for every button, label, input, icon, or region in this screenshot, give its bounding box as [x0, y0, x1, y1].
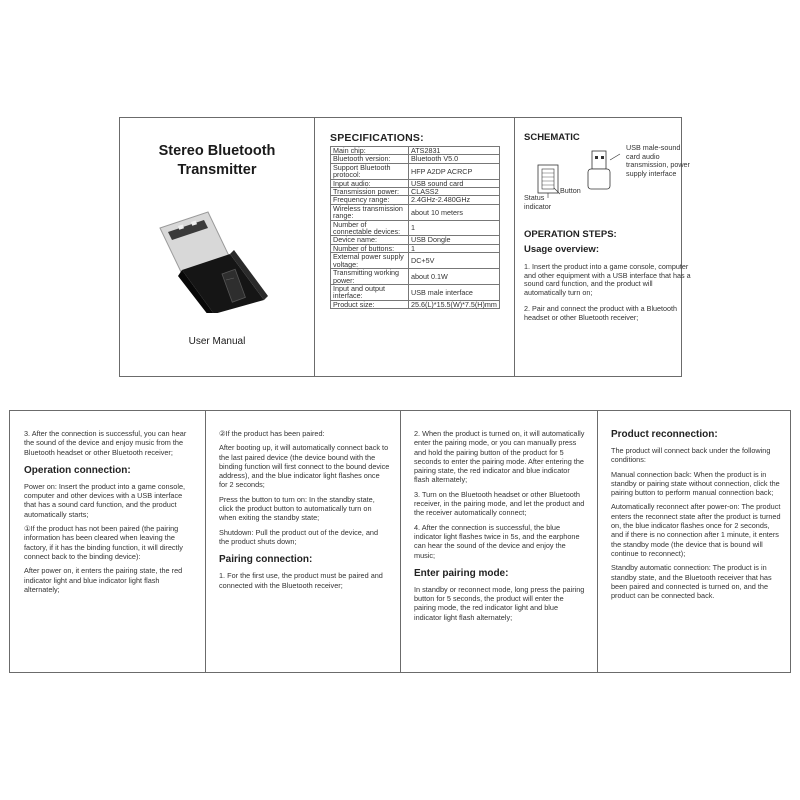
spec-key: Main chip: [331, 147, 409, 155]
spec-value: DC+5V [409, 253, 500, 269]
product-reconnection-heading: Product reconnection: [611, 429, 718, 440]
spec-value: about 0.1W [409, 269, 500, 285]
specifications-table [330, 146, 500, 309]
spec-key: Transmission power: [331, 188, 409, 196]
spec-key: External power supply voltage: [331, 253, 409, 269]
paragraph: Power on: Insert the product into a game console, computer and other devices with a USB interface that has a sound card function, and the product automatically starts; [24, 481, 186, 519]
usage-item: 2. Pair and connect the product with a Bluetooth headset or other Bluetooth receiver; [524, 304, 678, 322]
usage-item: 1. Insert the product into a game console, computer and other equipment with a USB interface that has a sound card function, and the product will automatically turn on; [524, 262, 691, 297]
paragraph: ②If the product has been paired: [219, 429, 325, 438]
paragraph: After power on, it enters the pairing state, the red indicator light and blue indicator light flash alternately; [24, 566, 183, 594]
spec-key: Frequency range: [331, 196, 409, 204]
paragraph: 2. When the product is turned on, it will automatically enter the pairing mode, or you can manually press and hold the pairing button of the product for 5 seconds to enter the pairing mode. After entering the pairing state, the red indicator and blue indicator flash alternately; [414, 429, 585, 485]
paragraph: Automatically reconnect after power-on: The product enters the reconnect state after the product is turned on, the blue indicator flashes once for 2 seconds, and if there is no connection after 1 minute, it enters the standby mode (the device that is bound will continue to reconnect); [611, 502, 781, 558]
spec-key: Number of connectable devices: [331, 220, 409, 236]
spec-row [331, 220, 500, 236]
product-title [120, 142, 314, 180]
spec-key: Bluetooth version: [331, 155, 409, 163]
spec-value: USB sound card [409, 179, 500, 187]
instructions-column-1 [10, 411, 205, 672]
spec-row [331, 253, 500, 269]
paragraph: 3. After the connection is successful, you can hear the sound of the device and enjoy music from the Bluetooth headset or other Bluetooth receiver; [24, 429, 187, 457]
spec-row [331, 300, 500, 308]
spec-value: about 10 meters [409, 204, 500, 220]
manual-cover-sheet [119, 117, 691, 377]
usage-overview-heading: Usage overview: [524, 244, 599, 255]
spec-value: HFP A2DP ACRCP [409, 163, 500, 179]
spec-row [331, 284, 500, 300]
spec-value: CLASS2 [409, 188, 500, 196]
spec-key: Input and output interface: [331, 284, 409, 300]
title-line: Stereo Bluetooth [158, 143, 276, 159]
paragraph: In standby or reconnect mode, long press the pairing button for 5 seconds, the product will enter the pairing mode, the red indicator light and blue indicator light flash alternately; [414, 584, 585, 622]
spec-value: 25.6(L)*15.5(W)*7.5(H)mm [409, 300, 500, 308]
operation-steps-heading: OPERATION STEPS: [524, 229, 617, 240]
instructions-column-4 [597, 411, 792, 672]
usb-interface-label: USB male-sound card audio transmission, power supply interface [626, 143, 690, 178]
spec-key: Wireless transmission range: [331, 204, 409, 220]
spec-key: Support Bluetooth protocol: [331, 163, 409, 179]
paragraph: Standby automatic connection: The product is in standby state, and the Bluetooth receiver that has been paired and connected is turned on, and the product can be connected back. [611, 563, 772, 601]
schematic-heading: SCHEMATIC [524, 132, 580, 143]
bluetooth-dongle-image [148, 208, 278, 313]
paragraph: ①If the product has not been paired (the pairing information has been cleared when leaving the factory, if it has the binding function, it will directly connect back to the binding device): [24, 524, 183, 561]
spec-key: Device name: [331, 236, 409, 244]
spec-value: ATS2831 [409, 147, 500, 155]
manual-instructions-sheet [9, 410, 791, 673]
spec-value: 1 [409, 220, 500, 236]
spec-value: Bluetooth V5.0 [409, 155, 500, 163]
spec-row [331, 163, 500, 179]
spec-value: 2.4GHz-2.480GHz [409, 196, 500, 204]
paragraph: Press the button to turn on: In the standby state, click the product button to automatically turn on when exiting the standby state; [219, 494, 375, 523]
specifications-heading: SPECIFICATIONS: [330, 132, 424, 144]
spec-value: 1 [409, 244, 500, 252]
status-indicator-label: Status indicator [524, 193, 552, 211]
spec-key: Product size: [331, 300, 409, 308]
spec-value: USB male interface [409, 284, 500, 300]
divider [314, 118, 315, 376]
operation-connection-heading: Operation connection: [24, 464, 131, 476]
instructions-column-2 [205, 411, 400, 672]
instructions-column-3 [400, 411, 597, 672]
paragraph: After booting up, it will automatically connect back to the last paired device (the device bound with the binding function will first connect to the bound device address), and the blue indicator light flashes once for 2 seconds; [219, 443, 390, 490]
spec-key: Input audio: [331, 179, 409, 187]
spec-row [331, 204, 500, 220]
pairing-connection-heading: Pairing connection: [219, 554, 313, 566]
paragraph: 1. For the first use, the product must be paired and connected with the Bluetooth receiver; [219, 571, 383, 590]
divider [514, 118, 515, 376]
spec-row [331, 269, 500, 285]
spec-key: Transmitting working power: [331, 269, 409, 285]
spec-key: Number of buttons: [331, 244, 409, 252]
button-label: Button [560, 186, 581, 195]
paragraph: The product will connect back under the following conditions: [611, 446, 771, 465]
paragraph: 4. After the connection is successful, the blue indicator light flashes twice in 5s, and the earphone can hear the sound of the device and enjoy the music; [414, 522, 580, 560]
paragraph: Manual connection back: When the product is in standby or pairing state without connection, click the pairing button to perform manual connection back; [611, 469, 780, 498]
title-line: Transmitter [177, 162, 257, 178]
paragraph: Shutdown: Pull the product out of the device, and the product shuts down; [219, 527, 379, 546]
paragraph: 3. Turn on the Bluetooth headset or other Bluetooth receiver, in the pairing mode, and let the product and the receiver automatically connect; [414, 489, 585, 518]
user-manual-label: User Manual [188, 336, 246, 347]
enter-pairing-mode-heading: Enter pairing mode: [414, 567, 509, 579]
spec-value: USB Dongle [409, 236, 500, 244]
